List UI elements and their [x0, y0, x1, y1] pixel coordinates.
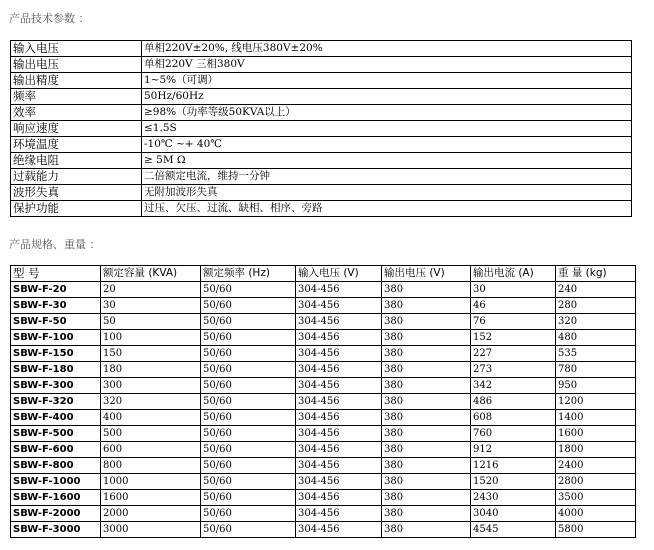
- table-cell: 5800: [556, 522, 636, 538]
- spec-value: 单相220V 三相380V: [142, 57, 632, 73]
- column-header: 型 号: [11, 266, 101, 282]
- table-cell: 100: [101, 330, 201, 346]
- table-cell: 380: [382, 506, 471, 522]
- table-cell: 380: [382, 442, 471, 458]
- table-cell: 3040: [471, 506, 556, 522]
- table-cell: 304-456: [296, 474, 382, 490]
- table-cell: 1600: [101, 490, 201, 506]
- table-cell: 50/60: [201, 298, 296, 314]
- table-cell: 50/60: [201, 330, 296, 346]
- table-cell: 380: [382, 362, 471, 378]
- table-cell: 400: [101, 410, 201, 426]
- table-cell: 50/60: [201, 426, 296, 442]
- model-table-header: [11, 266, 636, 282]
- model-name-cell: SBW-F-3000: [11, 522, 101, 538]
- table-cell: 380: [382, 298, 471, 314]
- table-cell: 304-456: [296, 458, 382, 474]
- table-cell: 304-456: [296, 506, 382, 522]
- table-cell: 304-456: [296, 330, 382, 346]
- table-cell: 380: [382, 458, 471, 474]
- spec-row: [11, 57, 632, 73]
- table-cell: 1216: [471, 458, 556, 474]
- table-cell: 3000: [101, 522, 201, 538]
- table-cell: 76: [471, 314, 556, 330]
- table-row: [11, 458, 636, 474]
- table-cell: 2430: [471, 490, 556, 506]
- column-header: 额定容量 (KVA): [101, 266, 201, 282]
- spec-row: [11, 185, 632, 201]
- model-name-cell: SBW-F-400: [11, 410, 101, 426]
- table-cell: 50/60: [201, 442, 296, 458]
- spec-row: [11, 137, 632, 153]
- table-cell: 2400: [556, 458, 636, 474]
- spec-row: [11, 153, 632, 169]
- column-header: 重 量 (kg): [556, 266, 636, 282]
- table-cell: 1800: [556, 442, 636, 458]
- spec-row: [11, 73, 632, 89]
- model-name-cell: SBW-F-2000: [11, 506, 101, 522]
- column-header: 输出电压 (V): [382, 266, 471, 282]
- table-cell: 1520: [471, 474, 556, 490]
- table-cell: 950: [556, 378, 636, 394]
- table-cell: 1600: [556, 426, 636, 442]
- table-cell: 50/60: [201, 346, 296, 362]
- table-cell: 273: [471, 362, 556, 378]
- table-row: [11, 490, 636, 506]
- table-cell: 380: [382, 282, 471, 298]
- table-cell: 50/60: [201, 522, 296, 538]
- table-cell: 380: [382, 330, 471, 346]
- table-cell: 320: [101, 394, 201, 410]
- table-row: [11, 298, 636, 314]
- spec-key: 频率: [11, 89, 142, 105]
- spec-row: [11, 105, 632, 121]
- table-cell: 304-456: [296, 314, 382, 330]
- spec-key: 效率: [11, 105, 142, 121]
- table-cell: 152: [471, 330, 556, 346]
- table-cell: 380: [382, 426, 471, 442]
- table-cell: 2000: [101, 506, 201, 522]
- table-cell: 304-456: [296, 426, 382, 442]
- column-header: 额定频率 (Hz): [201, 266, 296, 282]
- table-row: [11, 346, 636, 362]
- table-cell: 380: [382, 346, 471, 362]
- table-cell: 800: [101, 458, 201, 474]
- table-cell: 380: [382, 490, 471, 506]
- spec-row: [11, 121, 632, 137]
- model-name-cell: SBW-F-300: [11, 378, 101, 394]
- model-name-cell: SBW-F-180: [11, 362, 101, 378]
- table-row: [11, 362, 636, 378]
- table-cell: 50/60: [201, 458, 296, 474]
- table-cell: 304-456: [296, 378, 382, 394]
- spec-value: 无附加波形失真: [142, 185, 632, 201]
- table-cell: 304-456: [296, 282, 382, 298]
- table-cell: 304-456: [296, 442, 382, 458]
- spec-row: [11, 41, 632, 57]
- spec-value: 单相220V±20%, 线电压380V±20%: [142, 41, 632, 57]
- model-name-cell: SBW-F-500: [11, 426, 101, 442]
- spec-table: [10, 40, 632, 217]
- model-name-cell: SBW-F-150: [11, 346, 101, 362]
- table-cell: 380: [382, 314, 471, 330]
- spec-key: 绝缘电阻: [11, 153, 142, 169]
- spec-key: 输入电压: [11, 41, 142, 57]
- table-cell: 50: [101, 314, 201, 330]
- table-cell: 30: [471, 282, 556, 298]
- model-name-cell: SBW-F-320: [11, 394, 101, 410]
- table-row: [11, 394, 636, 410]
- table-cell: 180: [101, 362, 201, 378]
- table-cell: 50/60: [201, 282, 296, 298]
- spec-key: 输出精度: [11, 73, 142, 89]
- table-cell: 912: [471, 442, 556, 458]
- table-cell: 780: [556, 362, 636, 378]
- table-cell: 50/60: [201, 474, 296, 490]
- spec-value: 二倍额定电流，维持一分钟: [142, 169, 632, 185]
- table-row: [11, 314, 636, 330]
- model-name-cell: SBW-F-30: [11, 298, 101, 314]
- spec-key: 过载能力: [11, 169, 142, 185]
- table-cell: 50/60: [201, 506, 296, 522]
- model-name-cell: SBW-F-1600: [11, 490, 101, 506]
- model-name-cell: SBW-F-20: [11, 282, 101, 298]
- table-cell: 304-456: [296, 362, 382, 378]
- table-cell: 600: [101, 442, 201, 458]
- table-cell: 304-456: [296, 410, 382, 426]
- table-row: [11, 522, 636, 538]
- table-cell: 4000: [556, 506, 636, 522]
- table-cell: 1000: [101, 474, 201, 490]
- table-cell: 380: [382, 378, 471, 394]
- table-cell: 304-456: [296, 298, 382, 314]
- table-cell: 380: [382, 410, 471, 426]
- table-row: [11, 330, 636, 346]
- spec-row: [11, 169, 632, 185]
- table-cell: 500: [101, 426, 201, 442]
- spec-key: 波形失真: [11, 185, 142, 201]
- specs-weight-heading: 产品规格、重量 ：: [9, 238, 101, 251]
- table-cell: 50/60: [201, 314, 296, 330]
- table-cell: 2800: [556, 474, 636, 490]
- table-row: [11, 474, 636, 490]
- spec-value: 50Hz/60Hz: [142, 89, 632, 105]
- spec-value: ≥98%（功率等级50KVA以上）: [142, 105, 632, 121]
- table-cell: 50/60: [201, 410, 296, 426]
- model-name-cell: SBW-F-1000: [11, 474, 101, 490]
- spec-row: [11, 201, 632, 217]
- table-cell: 342: [471, 378, 556, 394]
- table-cell: 760: [471, 426, 556, 442]
- spec-value: 1~5%（可调）: [142, 73, 632, 89]
- table-cell: 4545: [471, 522, 556, 538]
- column-header: 输入电压 (V): [296, 266, 382, 282]
- table-cell: 304-456: [296, 490, 382, 506]
- model-name-cell: SBW-F-600: [11, 442, 101, 458]
- table-row: [11, 426, 636, 442]
- table-cell: 535: [556, 346, 636, 362]
- table-cell: 380: [382, 522, 471, 538]
- table-cell: 20: [101, 282, 201, 298]
- spec-key: 环境温度: [11, 137, 142, 153]
- model-name-cell: SBW-F-50: [11, 314, 101, 330]
- spec-value: 过压、欠压、过流、缺相、相序、旁路: [142, 201, 632, 217]
- table-cell: 50/60: [201, 394, 296, 410]
- table-cell: 50/60: [201, 362, 296, 378]
- spec-key: 输出电压: [11, 57, 142, 73]
- spec-value: -10℃ ~+ 40℃: [142, 137, 632, 153]
- table-cell: 486: [471, 394, 556, 410]
- table-cell: 50/60: [201, 378, 296, 394]
- table-cell: 1200: [556, 394, 636, 410]
- model-table: [10, 265, 636, 538]
- table-cell: 46: [471, 298, 556, 314]
- table-row: [11, 506, 636, 522]
- table-cell: 50/60: [201, 490, 296, 506]
- column-header: 输出电流 (A): [471, 266, 556, 282]
- tech-params-heading: 产品技术参数 ：: [9, 12, 90, 25]
- table-cell: 280: [556, 298, 636, 314]
- spec-key: 保护功能: [11, 201, 142, 217]
- table-cell: 1400: [556, 410, 636, 426]
- table-row: [11, 410, 636, 426]
- spec-row: [11, 89, 632, 105]
- table-cell: 304-456: [296, 346, 382, 362]
- table-cell: 380: [382, 394, 471, 410]
- table-cell: 227: [471, 346, 556, 362]
- table-cell: 30: [101, 298, 201, 314]
- table-row: [11, 282, 636, 298]
- table-cell: 240: [556, 282, 636, 298]
- table-row: [11, 378, 636, 394]
- table-row: [11, 442, 636, 458]
- table-cell: 3500: [556, 490, 636, 506]
- table-cell: 304-456: [296, 522, 382, 538]
- table-cell: 320: [556, 314, 636, 330]
- table-cell: 304-456: [296, 394, 382, 410]
- spec-value: ≥ 5M Ω: [142, 153, 632, 169]
- model-name-cell: SBW-F-800: [11, 458, 101, 474]
- table-cell: 380: [382, 474, 471, 490]
- spec-value: ≤1.5S: [142, 121, 632, 137]
- table-cell: 300: [101, 378, 201, 394]
- table-cell: 150: [101, 346, 201, 362]
- spec-key: 响应速度: [11, 121, 142, 137]
- table-cell: 608: [471, 410, 556, 426]
- table-cell: 480: [556, 330, 636, 346]
- model-name-cell: SBW-F-100: [11, 330, 101, 346]
